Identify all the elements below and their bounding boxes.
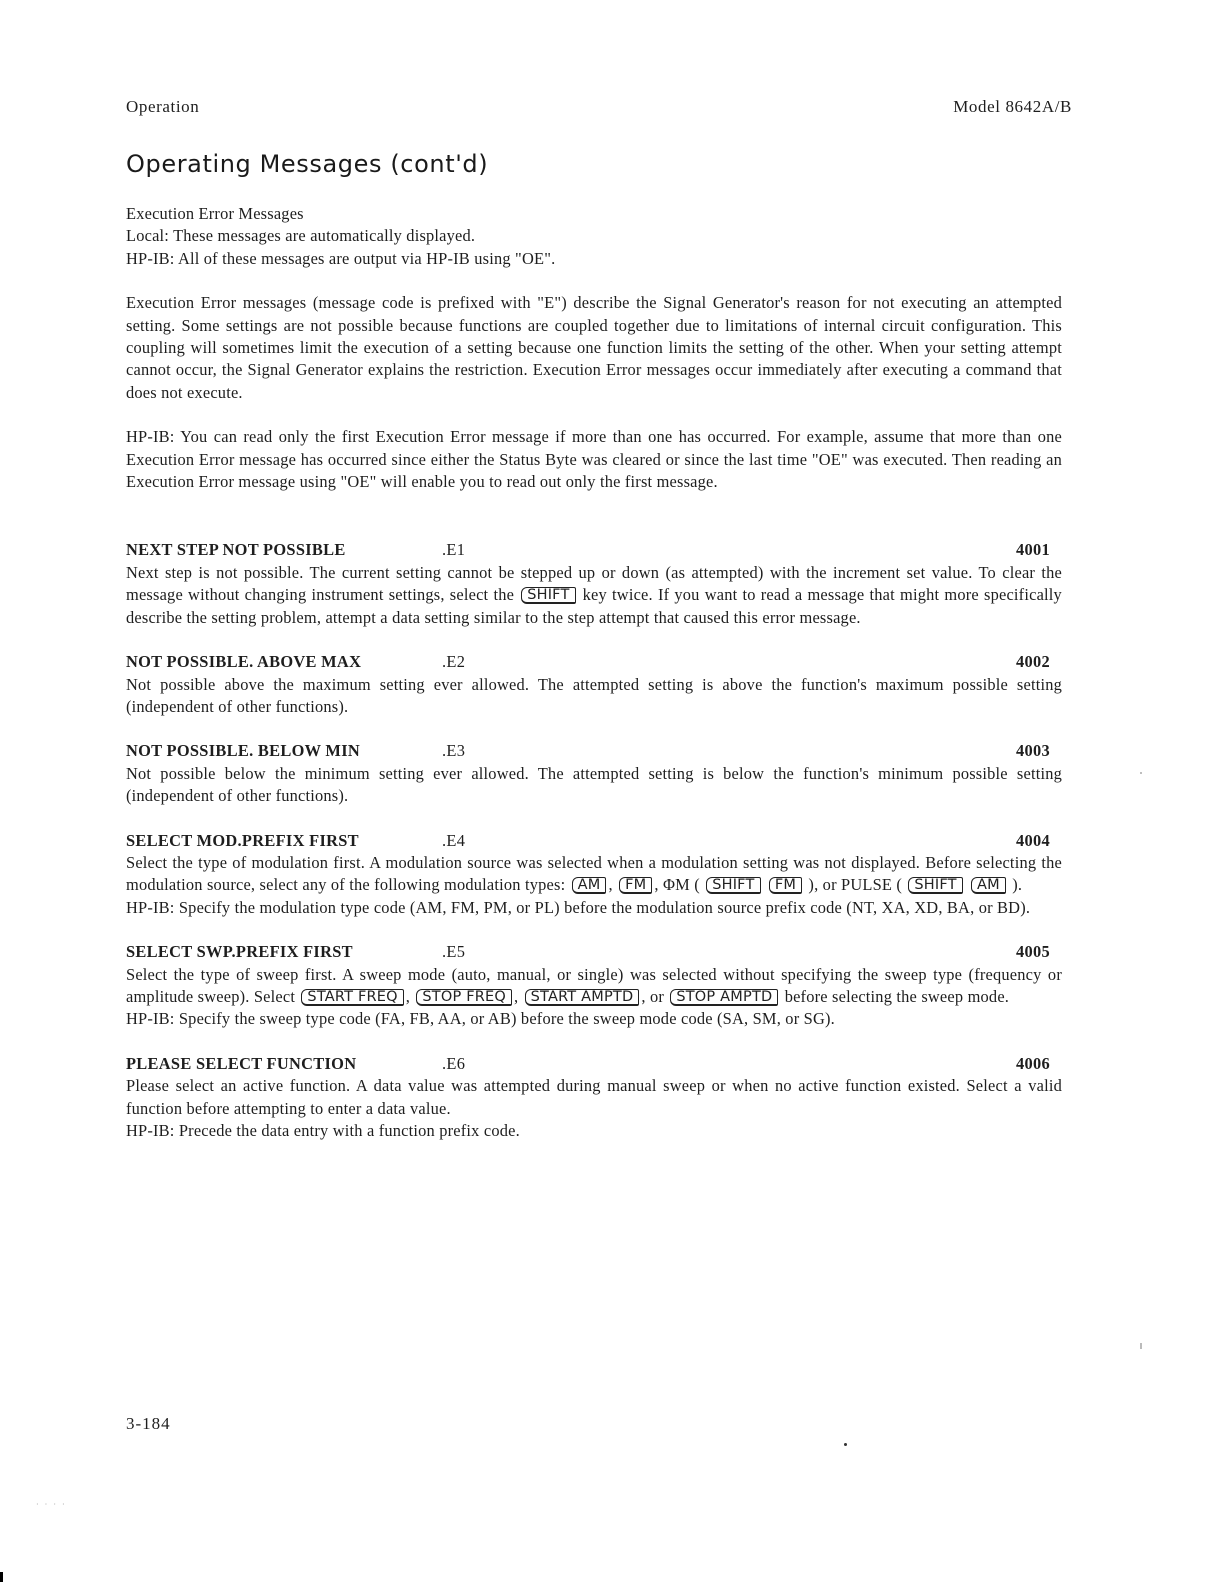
message-heading bbox=[126, 830, 1062, 852]
stop-freq-key: STOP FREQ bbox=[416, 989, 512, 1006]
message-name: PLEASE SELECT FUNCTION bbox=[126, 1053, 357, 1073]
message-number: 4001 bbox=[1016, 540, 1050, 560]
shift-key: SHIFT bbox=[521, 587, 575, 604]
intro-paragraph: Execution Error messages (message code is prefixed with "E") describe the Signal Generator's reason for not executing an attempted setting. Some settings are not possible because functions are coupled together due to limitations of internal circuit configuration. This coupling will sometimes limit the execution of a setting because one function limits the setting of the other. When your setting attempt cannot occur, the Signal Generator explains the restriction. Execution Error messages occur immediately after executing a command that does not execute. bbox=[126, 293, 1062, 402]
message-hpib-note: HP-IB: Specify the sweep type code (FA, FB, AA, or AB) before the sweep mode code (SA, SM, or SG). bbox=[126, 1009, 835, 1029]
message-e4 bbox=[126, 830, 1062, 920]
section-heading: Execution Error Messages bbox=[126, 204, 304, 223]
message-hpib-note: HP-IB: Specify the modulation type code (AM, FM, PM, or PL) before the modulation source prefix code (NT, XA, XD, BA, or BD). bbox=[126, 897, 1031, 917]
message-name: NOT POSSIBLE. BELOW MIN bbox=[126, 741, 361, 761]
running-header-right: Model 8642A/B bbox=[953, 97, 1072, 116]
message-number: 4005 bbox=[1016, 942, 1050, 962]
message-code: .E3 bbox=[442, 741, 466, 761]
message-heading bbox=[126, 740, 1062, 762]
fm-key: FM bbox=[619, 877, 652, 894]
message-name: NEXT STEP NOT POSSIBLE bbox=[126, 540, 346, 560]
scan-edge-mark bbox=[0, 1572, 3, 1582]
message-name: SELECT SWP.PREFIX FIRST bbox=[126, 942, 353, 962]
message-code: .E2 bbox=[442, 652, 466, 672]
message-e5 bbox=[126, 941, 1062, 1031]
scan-dots: · · · · bbox=[36, 1500, 67, 1509]
message-heading bbox=[126, 651, 1062, 673]
message-e1 bbox=[126, 539, 1062, 629]
start-amptd-key: START AMPTD bbox=[525, 989, 640, 1006]
fm-key: FM bbox=[769, 877, 802, 894]
scan-speck bbox=[1140, 1343, 1142, 1349]
message-description: Select the type of modulation first. A modulation source was selected when a modulation setting was not displayed. Before selecting the modulation source, select any of the following modulation types: AM , FM , ΦM ( SHIFT FM ), or PULSE ( SHIFT AM ). bbox=[126, 852, 1062, 895]
message-number: 4006 bbox=[1016, 1053, 1050, 1073]
start-freq-key: START FREQ bbox=[301, 989, 403, 1006]
page-content bbox=[126, 203, 1062, 1142]
shift-key: SHIFT bbox=[908, 877, 962, 894]
message-description: Not possible above the maximum setting ever allowed. The attempted setting is above the function's maximum possible setting (independent of other functions). bbox=[126, 674, 1062, 716]
message-code: .E6 bbox=[442, 1053, 466, 1073]
page-title: Operating Messages (cont'd) bbox=[126, 150, 489, 178]
message-number: 4004 bbox=[1016, 830, 1050, 850]
message-e3 bbox=[126, 740, 1062, 807]
am-key: AM bbox=[572, 877, 607, 894]
message-e6 bbox=[126, 1053, 1062, 1143]
hpib-paragraph: HP-IB: You can read only the first Execution Error message if more than one has occurred. For example, assume that more than one Execution Error message has occurred since either the Status Byte was cleared or since the last time "OE" was executed. Then reading an Execution Error message using "OE" will enable you to read out only the first message. bbox=[126, 427, 1062, 492]
scan-speck bbox=[844, 1443, 847, 1446]
running-header-left: Operation bbox=[126, 97, 200, 116]
local-note: Local: These messages are automatically displayed. bbox=[126, 226, 476, 246]
message-e2 bbox=[126, 651, 1062, 718]
am-key: AM bbox=[971, 877, 1006, 894]
message-heading bbox=[126, 1053, 1062, 1075]
message-code: .E5 bbox=[442, 942, 466, 962]
message-heading bbox=[126, 539, 1062, 561]
message-code: .E4 bbox=[442, 830, 466, 850]
message-name: SELECT MOD.PREFIX FIRST bbox=[126, 830, 359, 850]
stop-amptd-key: STOP AMPTD bbox=[670, 989, 778, 1006]
message-heading bbox=[126, 941, 1062, 963]
hpib-note: HP-IB: All of these messages are output via HP-IB using "OE". bbox=[126, 248, 556, 268]
shift-key: SHIFT bbox=[706, 877, 760, 894]
message-description: Select the type of sweep first. A sweep mode (auto, manual, or single) was selected without specifying the sweep type (frequency or amplitude sweep). Select START FREQ , STOP FREQ , START AMPTD , or STOP AMPTD before selecting the sweep mode. bbox=[126, 964, 1062, 1006]
message-description: Not possible below the minimum setting ever allowed. The attempted setting is below the function's minimum possible setting (independent of other functions). bbox=[126, 763, 1062, 806]
page-number: 3-184 bbox=[126, 1414, 171, 1433]
message-number: 4002 bbox=[1016, 652, 1050, 672]
message-description: Next step is not possible. The current setting cannot be stepped up or down (as attempted) with the increment set value. To clear the message without changing instrument settings, select the SHIFT key twice. If you want to read a message that might more specifically describe the setting problem, attempt a data setting similar to the step attempt that caused this error message. bbox=[126, 562, 1062, 627]
message-hpib-note: HP-IB: Precede the data entry with a function prefix code. bbox=[126, 1121, 520, 1140]
scan-speck bbox=[1140, 772, 1142, 774]
message-code: .E1 bbox=[442, 540, 466, 560]
message-description: Please select an active function. A data value was attempted during manual sweep or when no active function existed. Select a valid function before attempting to enter a data value. bbox=[126, 1076, 1062, 1118]
message-name: NOT POSSIBLE. ABOVE MAX bbox=[126, 652, 362, 672]
message-number: 4003 bbox=[1016, 741, 1050, 761]
